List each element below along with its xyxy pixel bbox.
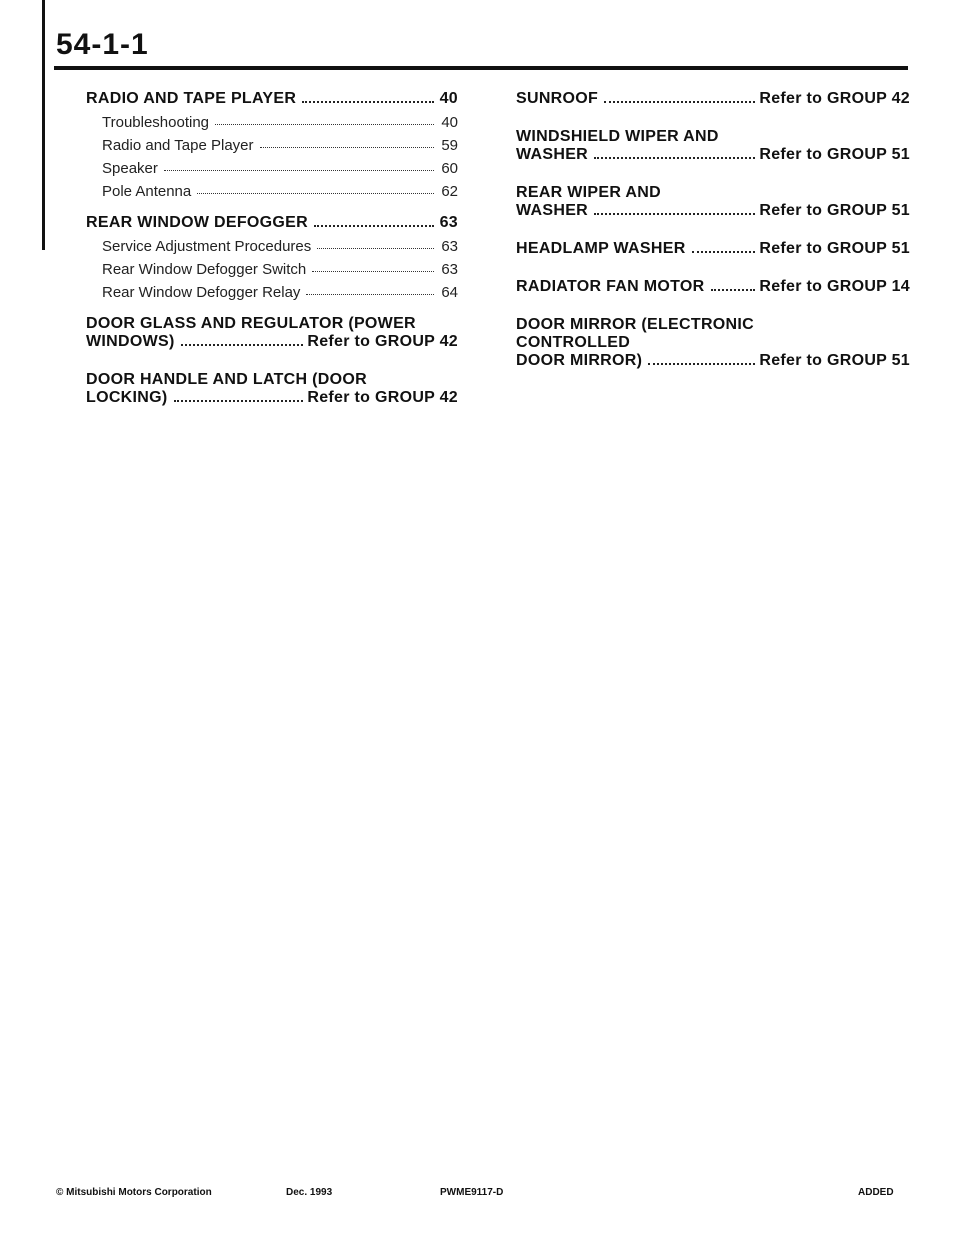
entry-title-line: WINDSHIELD WIPER AND [516,128,719,145]
entry-title-line: WINDOWS) [86,333,175,350]
subentry-label: Radio and Tape Player [102,137,254,154]
subentry-page: 62 [441,183,458,200]
toc-right-column [516,90,910,370]
toc-entry-door-glass[interactable] [86,315,458,351]
subentry-label: Rear Window Defogger Relay [102,284,301,301]
subentry-page: 60 [441,160,458,177]
entry-title-line: DOOR MIRROR) [516,352,643,369]
leader-dots [594,151,755,159]
entry-title-line: DOOR GLASS AND REGULATOR (POWER [86,315,416,332]
leader-dots [164,164,434,171]
entry-reference: Refer to GROUP 51 [759,352,910,369]
entry-title: REAR WINDOW DEFOGGER [86,214,308,231]
toc-entry-rear-window-defogger[interactable] [86,214,458,232]
subentry-label: Troubleshooting [102,114,210,131]
toc-entry-windshield-wiper[interactable] [516,128,910,164]
toc-subentry[interactable] [86,160,458,177]
footer-doc-code: PWME9117-D [440,1187,504,1198]
margin-rule [42,0,45,250]
entry-reference: Refer to GROUP 42 [759,90,910,107]
footer-date: Dec. 1993 [286,1187,333,1198]
leader-dots [181,338,304,346]
entry-reference: Refer to GROUP 14 [759,278,910,295]
leader-dots [604,95,755,103]
entry-title-line: REAR WIPER AND [516,184,661,201]
leader-dots [306,288,434,295]
entry-title-line: DOOR MIRROR (ELECTRONIC [516,316,755,333]
toc-entry-sunroof[interactable] [516,90,910,108]
subentry-page: 64 [441,284,458,301]
subentry-page: 40 [441,114,458,131]
toc-entry-headlamp-washer[interactable] [516,240,910,258]
page-number: 54-1-1 [56,28,149,61]
entry-page: 40 [439,90,458,107]
toc-subentry[interactable] [86,238,458,255]
toc-subentry[interactable] [86,183,458,200]
toc-subentry[interactable] [86,284,458,301]
entry-reference: Refer to GROUP 42 [307,333,458,350]
entry-reference: Refer to GROUP 51 [759,202,910,219]
entry-title: RADIO AND TAPE PLAYER [86,90,297,107]
toc-entry-radio-tape-player[interactable] [86,90,458,108]
entry-title: RADIATOR FAN MOTOR [516,278,705,295]
toc-entry-rear-wiper[interactable] [516,184,910,220]
subentry-page: 59 [441,137,458,154]
entry-title-line: CONTROLLED [516,334,631,351]
leader-dots [648,357,755,365]
entry-reference: Refer to GROUP 51 [759,146,910,163]
entry-title-line: DOOR HANDLE AND LATCH (DOOR [86,371,367,388]
footer-status: ADDED [858,1187,894,1198]
entry-page: 63 [439,214,458,231]
subentry-label: Service Adjustment Procedures [102,238,312,255]
leader-dots [692,245,756,253]
entry-title-line: WASHER [516,202,589,219]
leader-dots [711,283,756,291]
toc-subentry[interactable] [86,137,458,154]
entry-reference: Refer to GROUP 51 [759,240,910,257]
leader-dots [174,394,304,402]
entry-title: SUNROOF [516,90,599,107]
toc-left-column [86,90,458,407]
subentry-label: Pole Antenna [102,183,192,200]
subentry-label: Speaker [102,160,158,177]
entry-title: HEADLAMP WASHER [516,240,686,257]
leader-dots [197,187,434,194]
leader-dots [260,141,435,148]
leader-dots [302,95,434,103]
leader-dots [594,207,755,215]
leader-dots [215,118,434,125]
toc-entry-door-handle[interactable] [86,371,458,407]
toc-entry-radiator-fan[interactable] [516,278,910,296]
leader-dots [317,242,434,249]
toc-subentry[interactable] [86,114,458,131]
header-divider [54,66,908,70]
toc-subentry[interactable] [86,261,458,278]
entry-reference: Refer to GROUP 42 [307,389,458,406]
toc-entry-door-mirror[interactable] [516,316,910,370]
subentry-label: Rear Window Defogger Switch [102,261,307,278]
entry-title-line: WASHER [516,146,589,163]
subentry-page: 63 [441,261,458,278]
leader-dots [314,219,434,227]
entry-title-line: LOCKING) [86,389,168,406]
subentry-page: 63 [441,238,458,255]
leader-dots [312,265,434,272]
footer-copyright: © Mitsubishi Motors Corporation [56,1187,212,1198]
